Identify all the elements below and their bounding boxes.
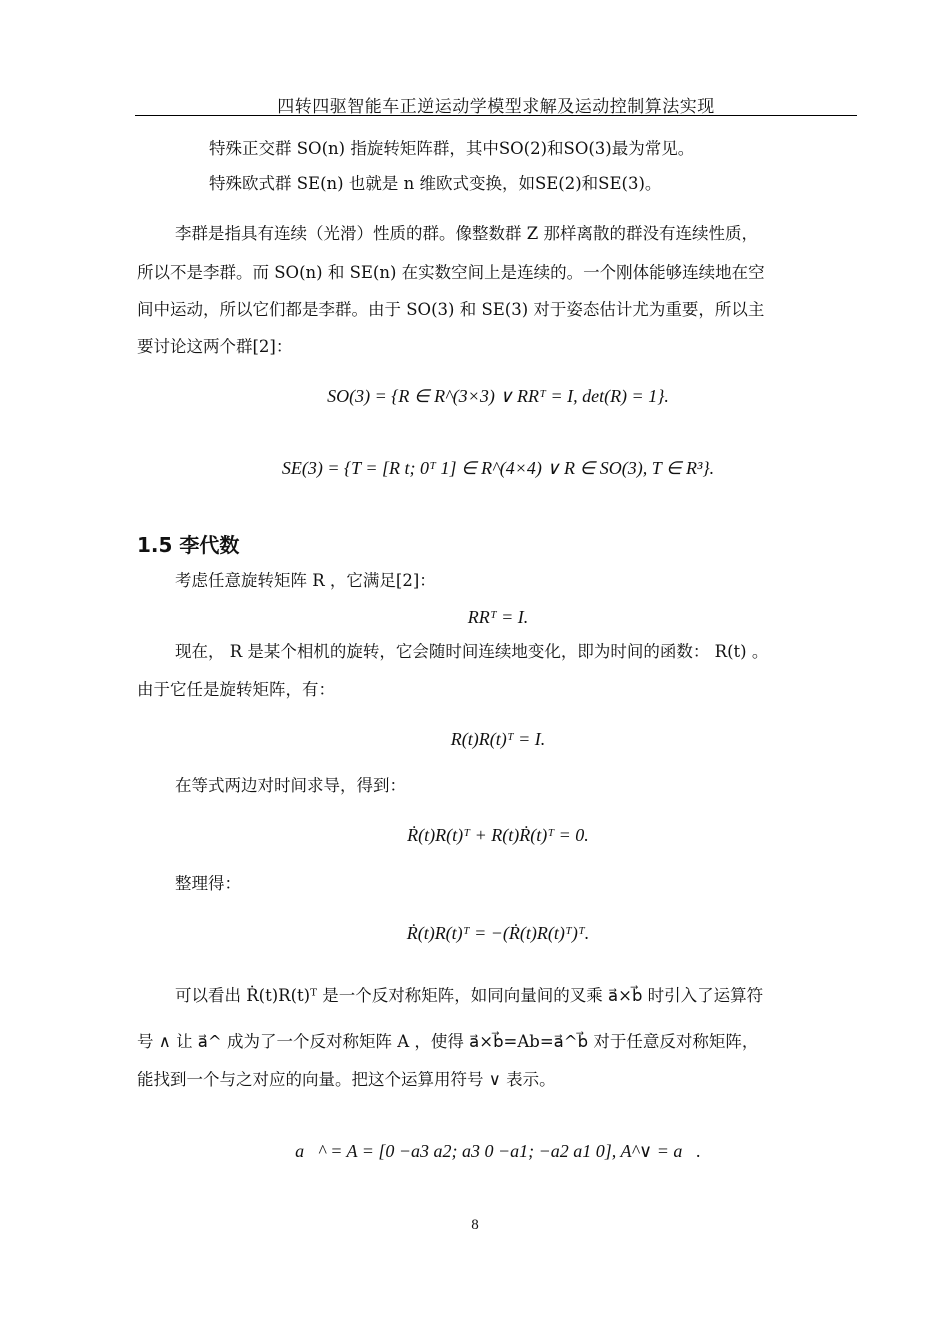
equation-so3-text: SO(3) = {R ∈ R^(3×3) ∨ RRᵀ = I, det(R) = 1}. [327, 386, 669, 406]
equation-hat-text: a⃗^ = A = [0 −a3 a2; a3 0 −a1; −a2 a1 0], A^∨ = a⃗. [295, 1141, 701, 1161]
section-heading: 1.5 李代数 [137, 533, 240, 557]
paragraph-line: 可以看出 Ṙ(t)R(t)ᵀ 是一个反对称矩阵，如同向量间的叉乘 a⃗×b⃗ 时引入了运算符 [175, 986, 764, 1005]
equation-derivative: Ṙ(t)R(t)ᵀ + R(t)Ṙ(t)ᵀ = 0. [407, 825, 589, 845]
paragraph-line: 由于它任是旋转矩阵，有： [137, 680, 335, 699]
paragraph-line: 间中运动，所以它们都是李群。由于 SO(3) 和 SE(3) 对于姿态估计尤为重要，所以主 [137, 300, 765, 319]
paragraph-line: 李群是指具有连续（光滑）性质的群。像整数群 Z 那样离散的群没有连续性质， [175, 224, 758, 243]
paragraph-line: 在等式两边对时间求导，得到： [175, 776, 406, 795]
se-definition: 特殊欧式群 SE(n) 也就是 n 维欧式变换，如SE(2)和SE(3)。 [209, 174, 662, 193]
equation-rrt: RRᵀ = I. [467, 607, 529, 627]
paragraph-line: 要讨论这两个群[2]： [137, 337, 293, 356]
paragraph-line: 能找到一个与之对应的向量。把这个运算用符号 ∨ 表示。 [137, 1070, 556, 1089]
equation-hat [137, 1112, 859, 1190]
running-header: 四转四驱智能车正逆运动学模型求解及运动控制算法实现 [277, 97, 715, 117]
paragraph-line: 号 ∧ 让 a⃗^ 成为了一个反对称矩阵 A ，使得 a⃗×b⃗=Ab=a⃗^b⃗ 对于任意反对称矩阵， [137, 1032, 759, 1051]
so-definition: 特殊正交群 SO(n) 指旋转矩阵群，其中SO(2)和SO(3)最为常见。 [209, 139, 695, 158]
page-number: 8 [471, 1217, 479, 1233]
equation-rtrt: R(t)R(t)ᵀ = I. [450, 729, 546, 749]
equation-se3 [137, 440, 859, 496]
equation-so3 [137, 383, 859, 409]
equation-skew: Ṙ(t)R(t)ᵀ = −(Ṙ(t)R(t)ᵀ)ᵀ. [406, 923, 590, 943]
paragraph-line: 所以不是李群。而 SO(n) 和 SE(n) 在实数空间上是连续的。一个刚体能够连续地在空 [137, 263, 765, 282]
paragraph-line: 整理得： [175, 874, 241, 893]
equation-se3-text: SE(3) = {T = [R t; 0ᵀ 1] ∈ R^(4×4) ∨ R ∈ SO(3), T ∈ R³}. [281, 458, 715, 478]
paragraph-line: 考虑任意旋转矩阵 R ，它满足[2]： [175, 571, 436, 590]
paragraph-line: 现在， R 是某个相机的旋转，它会随时间连续地变化，即为时间的函数： R(t) 。 [175, 642, 769, 661]
header-rule [135, 115, 857, 116]
